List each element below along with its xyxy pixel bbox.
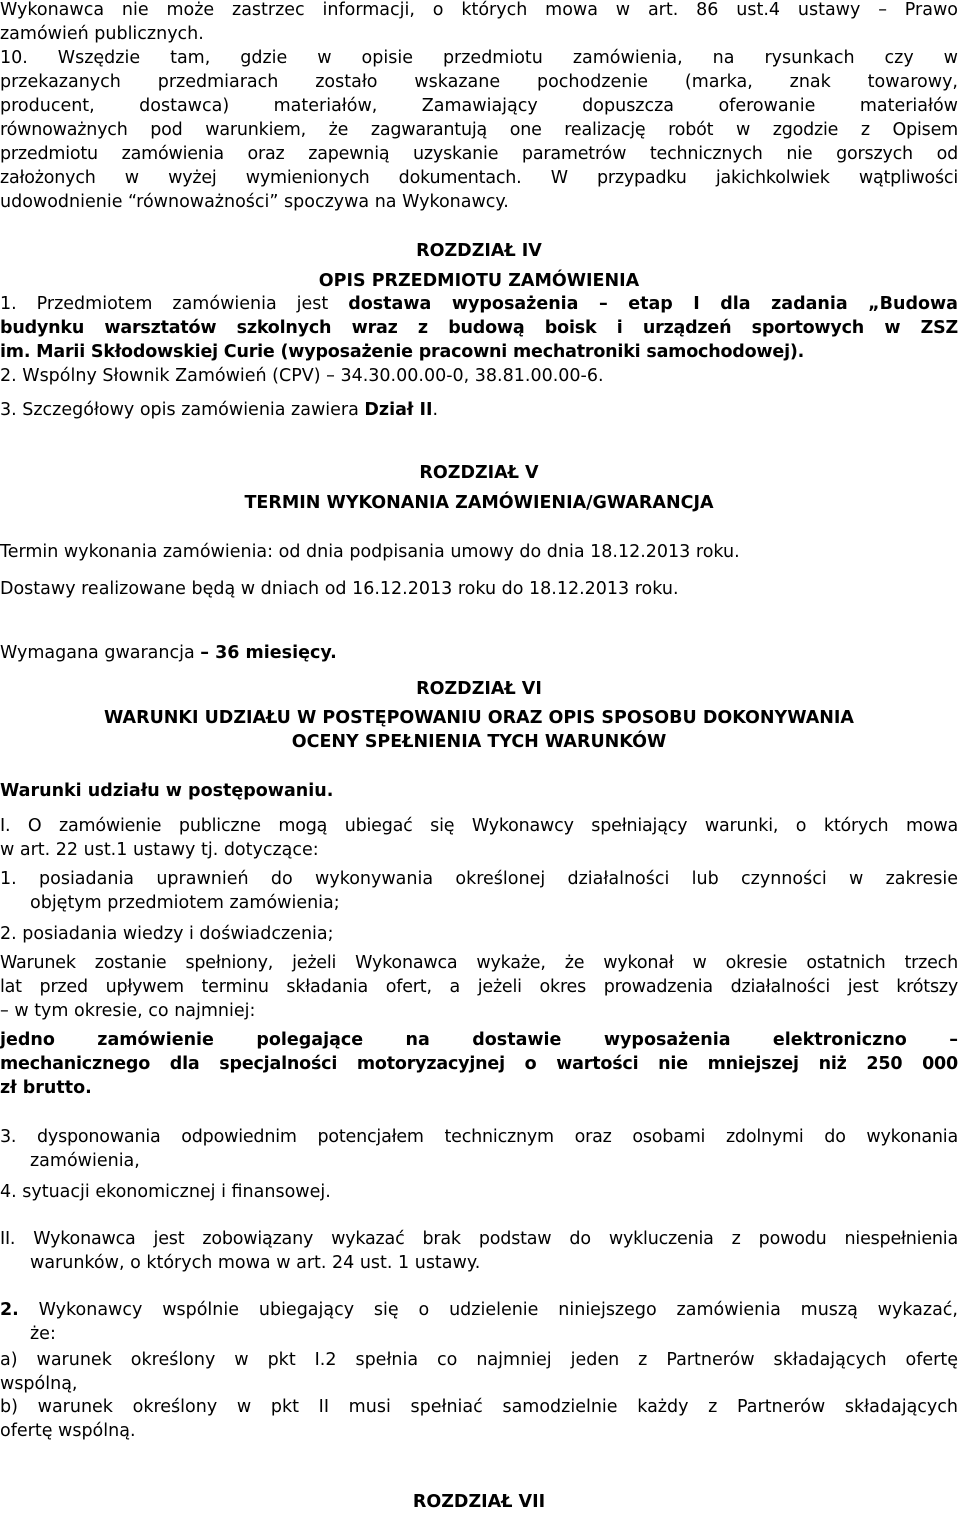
section-subtitle: WARUNKI UDZIAŁU W POSTĘPOWANIU ORAZ OPIS SPOSOBU DOKONYWANIA	[104, 708, 854, 728]
bold-text-line: budynku warsztatów szkolnych wraz z budową boisk i urządzeń sportowych w ZSZ	[0, 318, 958, 338]
text-line	[0, 642, 958, 664]
text-line: Wykonawca nie może zastrzec informacji, o których mowa w art. 86 ust.4 ustawy – Prawo	[0, 0, 958, 20]
text-run: .	[432, 400, 439, 420]
section-subtitle: OPIS PRZEDMIOTU ZAMÓWIENIA	[318, 271, 640, 291]
text-line: przedmiotu zamówienia oraz zapewnią uzyskanie parametrów technicznych nie gorszych od	[0, 144, 958, 164]
text-line	[0, 293, 958, 315]
text-line: 3. dysponowania odpowiednim potencjałem technicznym oraz osobami zdolnymi do wykonania	[0, 1127, 958, 1147]
text-line: zamówienia,	[30, 1151, 140, 1171]
text-line: Dostawy realizowane będą w dniach od 16.12.2013 roku do 18.12.2013 roku.	[0, 579, 679, 599]
text-line: Termin wykonania zamówienia: od dnia podpisania umowy do dnia 18.12.2013 roku.	[0, 542, 740, 562]
bold-text-run: Dział II	[364, 400, 433, 420]
bold-text-line: mechanicznego dla specjalności motoryzacyjnej o wartości nie mniejszej niż 250 000	[0, 1054, 958, 1074]
text-line: w art. 22 ust.1 ustawy tj. dotyczące:	[0, 840, 319, 860]
text-line: równoważnych pod warunkiem, że zagwarantują one realizację robót w zgodzie z Opisem	[0, 120, 958, 140]
text-line: założonych w wyżej wymienionych dokumentach. W przypadku jakichkolwiek wątpliwości	[0, 168, 958, 188]
bold-text-run: 2.	[0, 1300, 19, 1320]
text-line	[0, 399, 958, 421]
section-title: ROZDZIAŁ V	[419, 463, 539, 483]
text-line: objętym przedmiotem zamówienia;	[30, 893, 340, 913]
section-title: ROZDZIAŁ VII	[412, 1492, 546, 1512]
bold-text-line: jedno zamówienie polegające na dostawie wyposażenia elektroniczno –	[0, 1030, 958, 1050]
text-line: I. O zamówienie publiczne mogą ubiegać się Wykonawcy spełniający warunki, o których mowa	[0, 816, 958, 836]
bold-text-run: – 36 miesięcy.	[200, 643, 337, 663]
text-line: ofertę wspólną.	[0, 1421, 136, 1441]
text-line: warunków, o których mowa w art. 24 ust. 1 ustawy.	[30, 1253, 481, 1273]
section-subtitle: TERMIN WYKONANIA ZAMÓWIENIA/GWARANCJA	[244, 493, 714, 513]
text-line: 4. sytuacji ekonomicznej i finansowej.	[0, 1182, 331, 1202]
text-line: II. Wykonawca jest zobowiązany wykazać brak podstaw do wykluczenia z powodu niespełnienia	[0, 1229, 958, 1249]
bold-text-line: im. Marii Skłodowskiej Curie (wyposażenie pracowni mechatroniki samochodowej).	[0, 342, 805, 362]
text-line: producent, dostawca) materiałów, Zamawiający dopuszcza oferowanie materiałów	[0, 96, 958, 116]
text-line: udowodnienie “równoważności” spoczywa na Wykonawcy.	[0, 192, 509, 212]
text-run: Wykonawcy wspólnie ubiegający się o udzielenie niniejszego zamówienia muszą wykazać,	[18, 1300, 958, 1320]
section-title: ROZDZIAŁ IV	[416, 241, 542, 261]
section-subtitle: OCENY SPEŁNIENIA TYCH WARUNKÓW	[291, 732, 667, 752]
text-line	[0, 1299, 958, 1321]
text-line: lat przed upływem terminu składania ofert, a jeżeli okres prowadzenia działalności jest krótszy	[0, 977, 958, 997]
text-line: b) warunek określony w pkt II musi spełniać samodzielnie każdy z Partnerów składających	[0, 1397, 958, 1417]
bold-text-run: dostawa wyposażenia – etap I dla zadania „Budowa	[348, 294, 958, 314]
text-line: Warunek zostanie spełniony, jeżeli Wykonawca wykaże, że wykonał w okresie ostatnich trzech	[0, 953, 958, 973]
text-line: że:	[30, 1324, 56, 1344]
text-line: 2. Wspólny Słownik Zamówień (CPV) – 34.30.00.00-0, 38.81.00.00-6.	[0, 366, 604, 386]
text-line: wspólną,	[0, 1374, 78, 1394]
text-run: Wymagana gwarancja	[0, 643, 201, 663]
text-run: 3. Szczegółowy opis zamówienia zawiera	[0, 400, 365, 420]
text-line: a) warunek określony w pkt I.2 spełnia co najmniej jeden z Partnerów składających ofertę	[0, 1350, 958, 1370]
text-line: 1. posiadania uprawnień do wykonywania określonej działalności lub czynności w zakresie	[0, 869, 958, 889]
text-line: 10. Wszędzie tam, gdzie w opisie przedmiotu zamówienia, na rysunkach czy w	[0, 48, 958, 68]
text-run: 1. Przedmiotem zamówienia jest	[0, 294, 349, 314]
bold-text-line: zł brutto.	[0, 1078, 92, 1098]
subsection-heading: Warunki udziału w postępowaniu.	[0, 781, 334, 801]
section-title: ROZDZIAŁ VI	[416, 679, 542, 699]
text-line: zamówień publicznych.	[0, 24, 204, 44]
text-line: przekazanych przedmiarach zostało wskazane pochodzenie (marka, znak towarowy,	[0, 72, 958, 92]
text-line: – w tym okresie, co najmniej:	[0, 1001, 256, 1021]
text-line: 2. posiadania wiedzy i doświadczenia;	[0, 924, 334, 944]
